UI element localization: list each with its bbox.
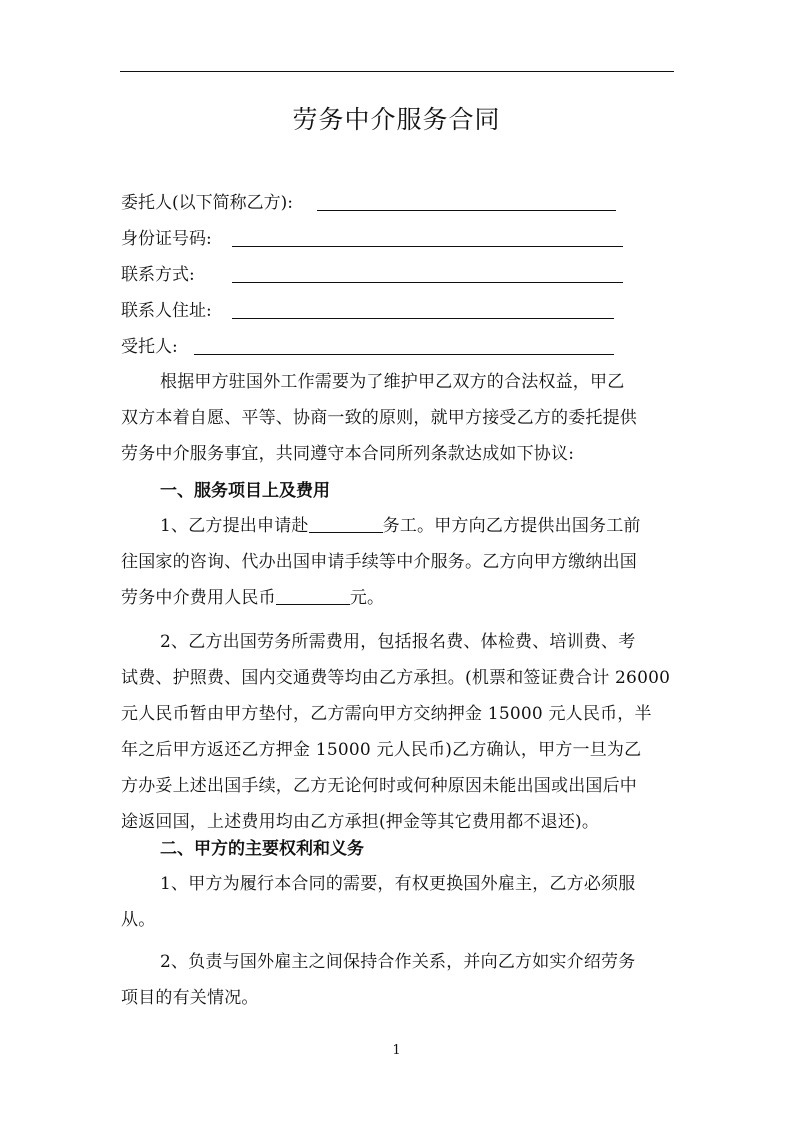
destination-blank[interactable] [309,514,383,533]
clause-line: 1、甲方为履行本合同的需要，有权更换国外雇主，乙方必须服 [160,874,636,894]
clause-text: 务工。甲方向乙方提供出国务工前 [382,516,641,536]
contact-label: 联系方式: [121,265,195,285]
trustee-field-line[interactable] [194,354,614,355]
clause-line: 2、负责与国外雇主之间保持合作关系，并向乙方如实介绍劳务 [160,952,636,972]
client-field-line[interactable] [317,210,616,211]
clause-line: 途返回国，上述费用均由乙方承担(押金等其它费用都不退还)。 [121,812,600,832]
intro-line: 劳务中介服务事宜，共同遵守本合同所列条款达成如下协议: [121,444,575,464]
clause-text: 1、乙方提出申请赴 [160,516,309,536]
clause-line: 往国家的咨询、代办出国申请手续等中介服务。乙方向甲方缴纳出国 [121,552,637,572]
clause-line: 方办妥上述出国手续，乙方无论何时或何种原因未能出国或出国后中 [121,776,637,796]
fee-blank[interactable] [276,586,350,605]
header-rule [120,71,674,72]
clause-line: 项目的有关情况。 [121,988,259,1008]
clause-line: 年之后甲方返还乙方押金 15000 元人民币)乙方确认，甲方一旦为乙 [121,740,642,760]
section-heading: 一、服务项目上及费用 [160,481,330,501]
intro-paragraph [121,364,677,472]
contact-field-line[interactable] [232,282,623,283]
clause-line: 元人民币暂由甲方垫付，乙方需向甲方交纳押金 15000 元人民币，半 [121,704,652,724]
address-label: 联系人住址: [121,301,212,321]
page-number: 1 [392,1043,401,1058]
client-label: 委托人(以下简称乙方): [121,193,293,213]
address-field-line[interactable] [232,318,614,319]
clause-line: 2、乙方出国劳务所需费用，包括报名费、体检费、培训费、考 [160,632,636,652]
clause-text: 元。 [349,588,385,608]
document-title: 劳务中介服务合同 [292,105,501,134]
id-number-field-line[interactable] [232,246,623,247]
id-number-label: 身份证号码: [121,229,212,249]
clause-line: 从。 [121,910,156,930]
intro-line: 根据甲方驻国外工作需要为了维护甲乙双方的合法权益，甲乙 [160,372,625,392]
clause-line [121,580,677,616]
section2-body [121,866,677,1016]
clause-line: 试费、护照费、国内交通费等均由乙方承担。(机票和签证费合计 26000 [121,668,671,688]
clause-line [121,508,677,544]
section-heading: 二、甲方的主要权利和义务 [160,839,364,859]
section1-body [121,508,677,840]
intro-line: 双方本着自愿、平等、协商一致的原则，就甲方接受乙方的委托提供 [121,408,637,428]
clause-text: 劳务中介费用人民币 [121,588,276,608]
trustee-label: 受托人: [121,337,178,357]
